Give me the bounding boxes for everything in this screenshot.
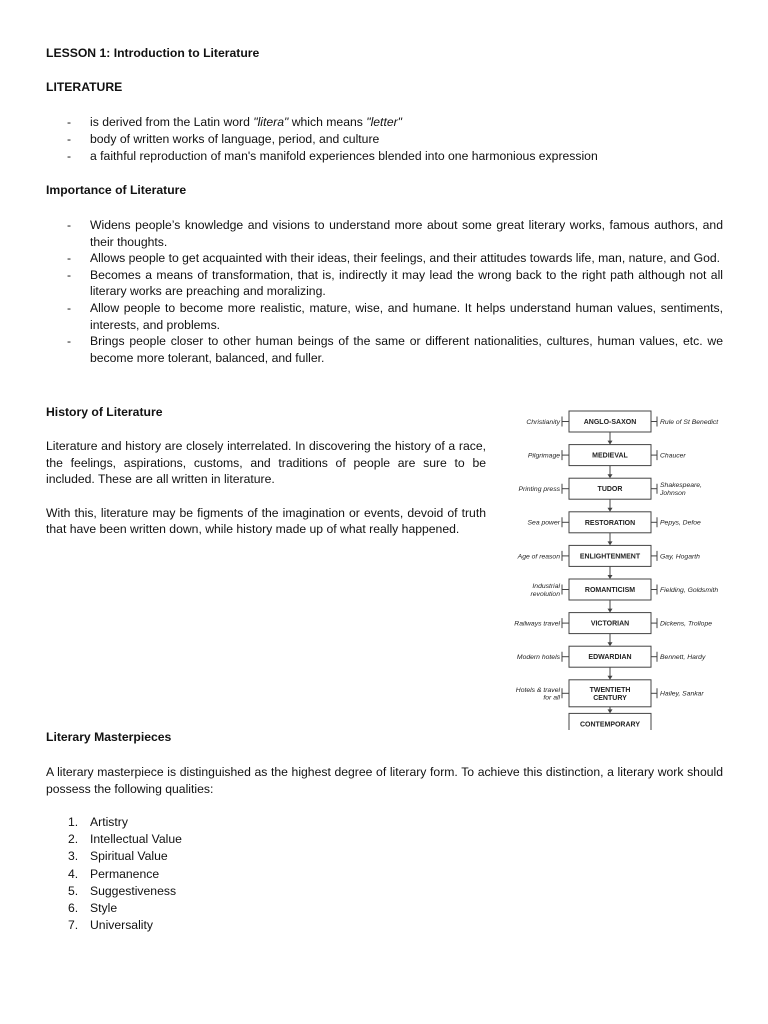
period-label: VICTORIAN xyxy=(590,620,630,628)
period-label: ANGLO-SAXON xyxy=(583,418,637,426)
period-label: MEDIEVAL xyxy=(592,452,628,460)
list-item: - is derived from the Latin word "litera" which means "letter" xyxy=(67,115,402,129)
history-text xyxy=(46,438,486,538)
list-item: - Allows people to get acquainted with their ideas, their feelings, and their attitudes towards life, man, nature, and God. xyxy=(67,251,721,266)
dash-bullet: - xyxy=(67,131,72,146)
period-label: RESTORATION xyxy=(584,519,636,527)
flow-arrow-head xyxy=(608,642,613,646)
influence-label: Sea power xyxy=(527,519,560,527)
influence-label: Railways travel xyxy=(514,620,560,628)
influence-label: Christianity xyxy=(526,418,560,426)
period-label: TUDOR xyxy=(597,486,623,494)
translation-word: "letter" xyxy=(366,115,402,129)
author-label: Bennett, Hardy xyxy=(660,654,706,662)
list-item: 7. Universality xyxy=(68,918,153,933)
author-label: Hailey, Sankar xyxy=(660,690,704,698)
masterpieces-paragraph: A literary masterpiece is distinguished as the highest degree of literary form. To achieve this distinction, a literary work should possess the following qualities: xyxy=(46,765,723,796)
list-item: - Becomes a means of transformation, that is, indirectly it may lead the wrong back to the right path although not all literary works are preaching and moralizing. xyxy=(67,267,723,299)
dash-bullet: - xyxy=(67,218,72,232)
flow-arrow-head xyxy=(608,709,613,713)
list-item: 1. Artistry xyxy=(68,815,128,829)
influence-label: Hotels & travel for all xyxy=(515,686,560,702)
history-paragraph: With this, literature may be figments of the imagination or events, devoid of truth that have been written down, while history made up of what really happened. xyxy=(46,505,486,537)
author-label: Fielding, Goldsmith xyxy=(660,586,719,594)
dash-bullet: - xyxy=(67,115,72,129)
list-item: 6. Style xyxy=(68,901,118,916)
history-heading: History of Literature xyxy=(46,405,163,419)
period-label: EDWARDIAN xyxy=(588,654,632,662)
author-label: Shakespeare, Johnson xyxy=(660,482,702,497)
masterpieces-heading: Literary Masterpieces xyxy=(46,730,172,744)
flow-arrow-head xyxy=(608,541,613,545)
flow-arrow-head xyxy=(608,474,613,478)
literature-heading: LITERATURE xyxy=(46,80,123,94)
period-label: ROMANTICISM xyxy=(584,586,636,594)
flow-arrow-head xyxy=(608,508,613,512)
influence-label: Age of reason xyxy=(517,553,560,561)
flow-arrow-head xyxy=(608,441,613,445)
period-label: CONTEMPORARY xyxy=(579,721,641,729)
list-item: - a faithful reproduction of man's manifold experiences blended into one harmonious expression xyxy=(67,148,598,163)
history-paragraph: Literature and history are closely interrelated. In discovering the history of a race, the feelings, aspirations, customs, and traditions of people are sure to be included. These are all written in literature. xyxy=(46,439,486,487)
dash-bullet: - xyxy=(67,251,72,266)
author-label: Rule of St Benedict xyxy=(660,418,719,426)
literary-periods-diagram xyxy=(496,408,724,730)
lesson-title: LESSON 1: Introduction to Literature xyxy=(46,46,260,60)
author-label: Dickens, Trollope xyxy=(660,620,713,628)
importance-heading: Importance of Literature xyxy=(46,183,187,197)
list-item: 5. Suggestiveness xyxy=(68,883,177,898)
author-label: Pepys, Defoe xyxy=(660,519,701,527)
period-label: ENLIGHTENMENT xyxy=(579,553,641,561)
importance-list xyxy=(46,217,723,366)
flow-arrow-head xyxy=(608,609,613,613)
author-label: Gay, Hogarth xyxy=(660,553,700,561)
influence-label: Printing press xyxy=(518,486,560,494)
list-item: - Brings people closer to other human beings of the same or different nationalities, cultures, human values, etc. we become more tolerant, balanced, and fuller. xyxy=(67,334,723,365)
dash-bullet: - xyxy=(67,300,72,315)
list-item: - Widens people’s knowledge and visions to understand more about some great literary works, famous authors, and their thoughts. xyxy=(67,218,723,249)
list-item: 4. Permanence xyxy=(68,866,160,881)
flow-arrow-head xyxy=(608,575,613,579)
qualities-list xyxy=(46,814,182,934)
list-item: 2. Intellectual Value xyxy=(68,832,182,847)
list-item: 3. Spiritual Value xyxy=(68,849,168,864)
dash-bullet: - xyxy=(67,334,72,349)
dash-bullet: - xyxy=(67,267,72,282)
latin-word: "litera" xyxy=(253,115,289,129)
influence-label: Pilgrimage xyxy=(527,452,560,460)
influence-label: Industrial revolution xyxy=(530,582,560,598)
list-item: - body of written works of language, period, and culture xyxy=(67,131,380,146)
timeline-svg xyxy=(496,408,724,730)
period-label: TWENTIETH CENTURY xyxy=(589,686,631,702)
influence-label: Modern hotels xyxy=(516,654,560,662)
literature-definition-list xyxy=(46,114,723,164)
author-label: Chaucer xyxy=(660,452,686,460)
list-item: - Allow people to become more realistic, mature, wise, and humane. It helps understand human values, sentiments, interests, and problems. xyxy=(67,300,723,332)
dash-bullet: - xyxy=(67,148,72,163)
flow-arrow-head xyxy=(608,676,613,680)
